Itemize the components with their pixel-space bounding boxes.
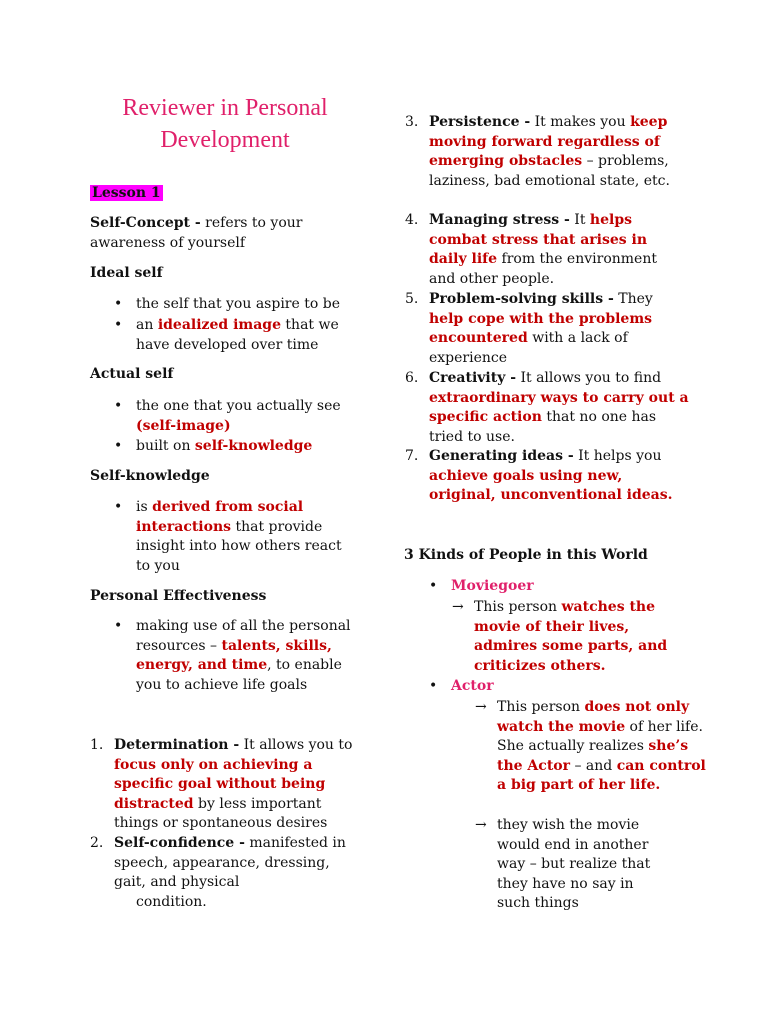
- arrow-icon: →: [475, 699, 487, 715]
- list-item: 2. Self-confidence - manifested in speech, appearance, dressing, gait, and physical: [90, 835, 346, 891]
- list-item: • Moviegoer: [429, 578, 534, 594]
- kinds-heading: 3 Kinds of People in this World: [404, 547, 648, 563]
- list-item: • the one that you actually see (self-image): [114, 398, 341, 434]
- lesson-label: Lesson 1: [92, 185, 161, 201]
- list-item: • is derived from social interactions that provide insight into how others react to you: [114, 499, 342, 574]
- arrow-icon: →: [452, 599, 464, 615]
- list-item: • the self that you aspire to be: [114, 296, 340, 312]
- list-item: → they wish the movie would end in another way – but realize that they have no say in such things: [475, 817, 651, 912]
- self-knowledge-heading: Self-knowledge: [90, 468, 210, 484]
- list-item: • an idealized image that we have developed over time: [114, 317, 339, 353]
- list-item: • built on self-knowledge: [114, 438, 313, 454]
- page-title: Reviewer in Personal Development: [122, 95, 328, 153]
- arrow-icon: →: [475, 817, 487, 833]
- list-item: 6. Creativity - It allows you to find extraordinary ways to carry out a specific action that no one has tried to use.: [405, 370, 689, 445]
- list-item: 5. Problem-solving skills - They help cope with the problems encountered with a lack of experience: [405, 291, 653, 366]
- list-item: 7. Generating ideas - It helps you achieve goals using new, original, unconventional ideas.: [405, 448, 673, 504]
- list-item: • Actor: [429, 678, 494, 694]
- list-item: → This person watches the movie of their lives, admires some parts, and criticizes others.: [452, 599, 668, 674]
- list-item: • making use of all the personal resources – talents, skills, energy, and time, to enable you to achieve life goals: [114, 618, 351, 693]
- list-item: 3. Persistence - It makes you keep moving forward regardless of emerging obstacles – problems, laziness, bad emotional state, etc.: [405, 114, 670, 189]
- self-concept-def: Self-Concept - refers to your awareness of yourself: [90, 215, 303, 251]
- actual-self-heading: Actual self: [90, 366, 174, 382]
- personal-effectiveness-heading: Personal Effectiveness: [90, 588, 267, 604]
- list-item: → This person does not only watch the movie of her life. She actually realizes she’s the Actor – and can control a big part of her life.: [475, 699, 706, 794]
- list-item-continuation: condition.: [136, 894, 207, 910]
- ideal-self-heading: Ideal self: [90, 265, 163, 281]
- list-item: 4. Managing stress - It helps combat stress that arises in daily life from the environment and other people.: [405, 212, 657, 287]
- list-item: 1. Determination - It allows you to focus only on achieving a specific goal without being distracted by less important things or spontaneous desires: [90, 737, 353, 832]
